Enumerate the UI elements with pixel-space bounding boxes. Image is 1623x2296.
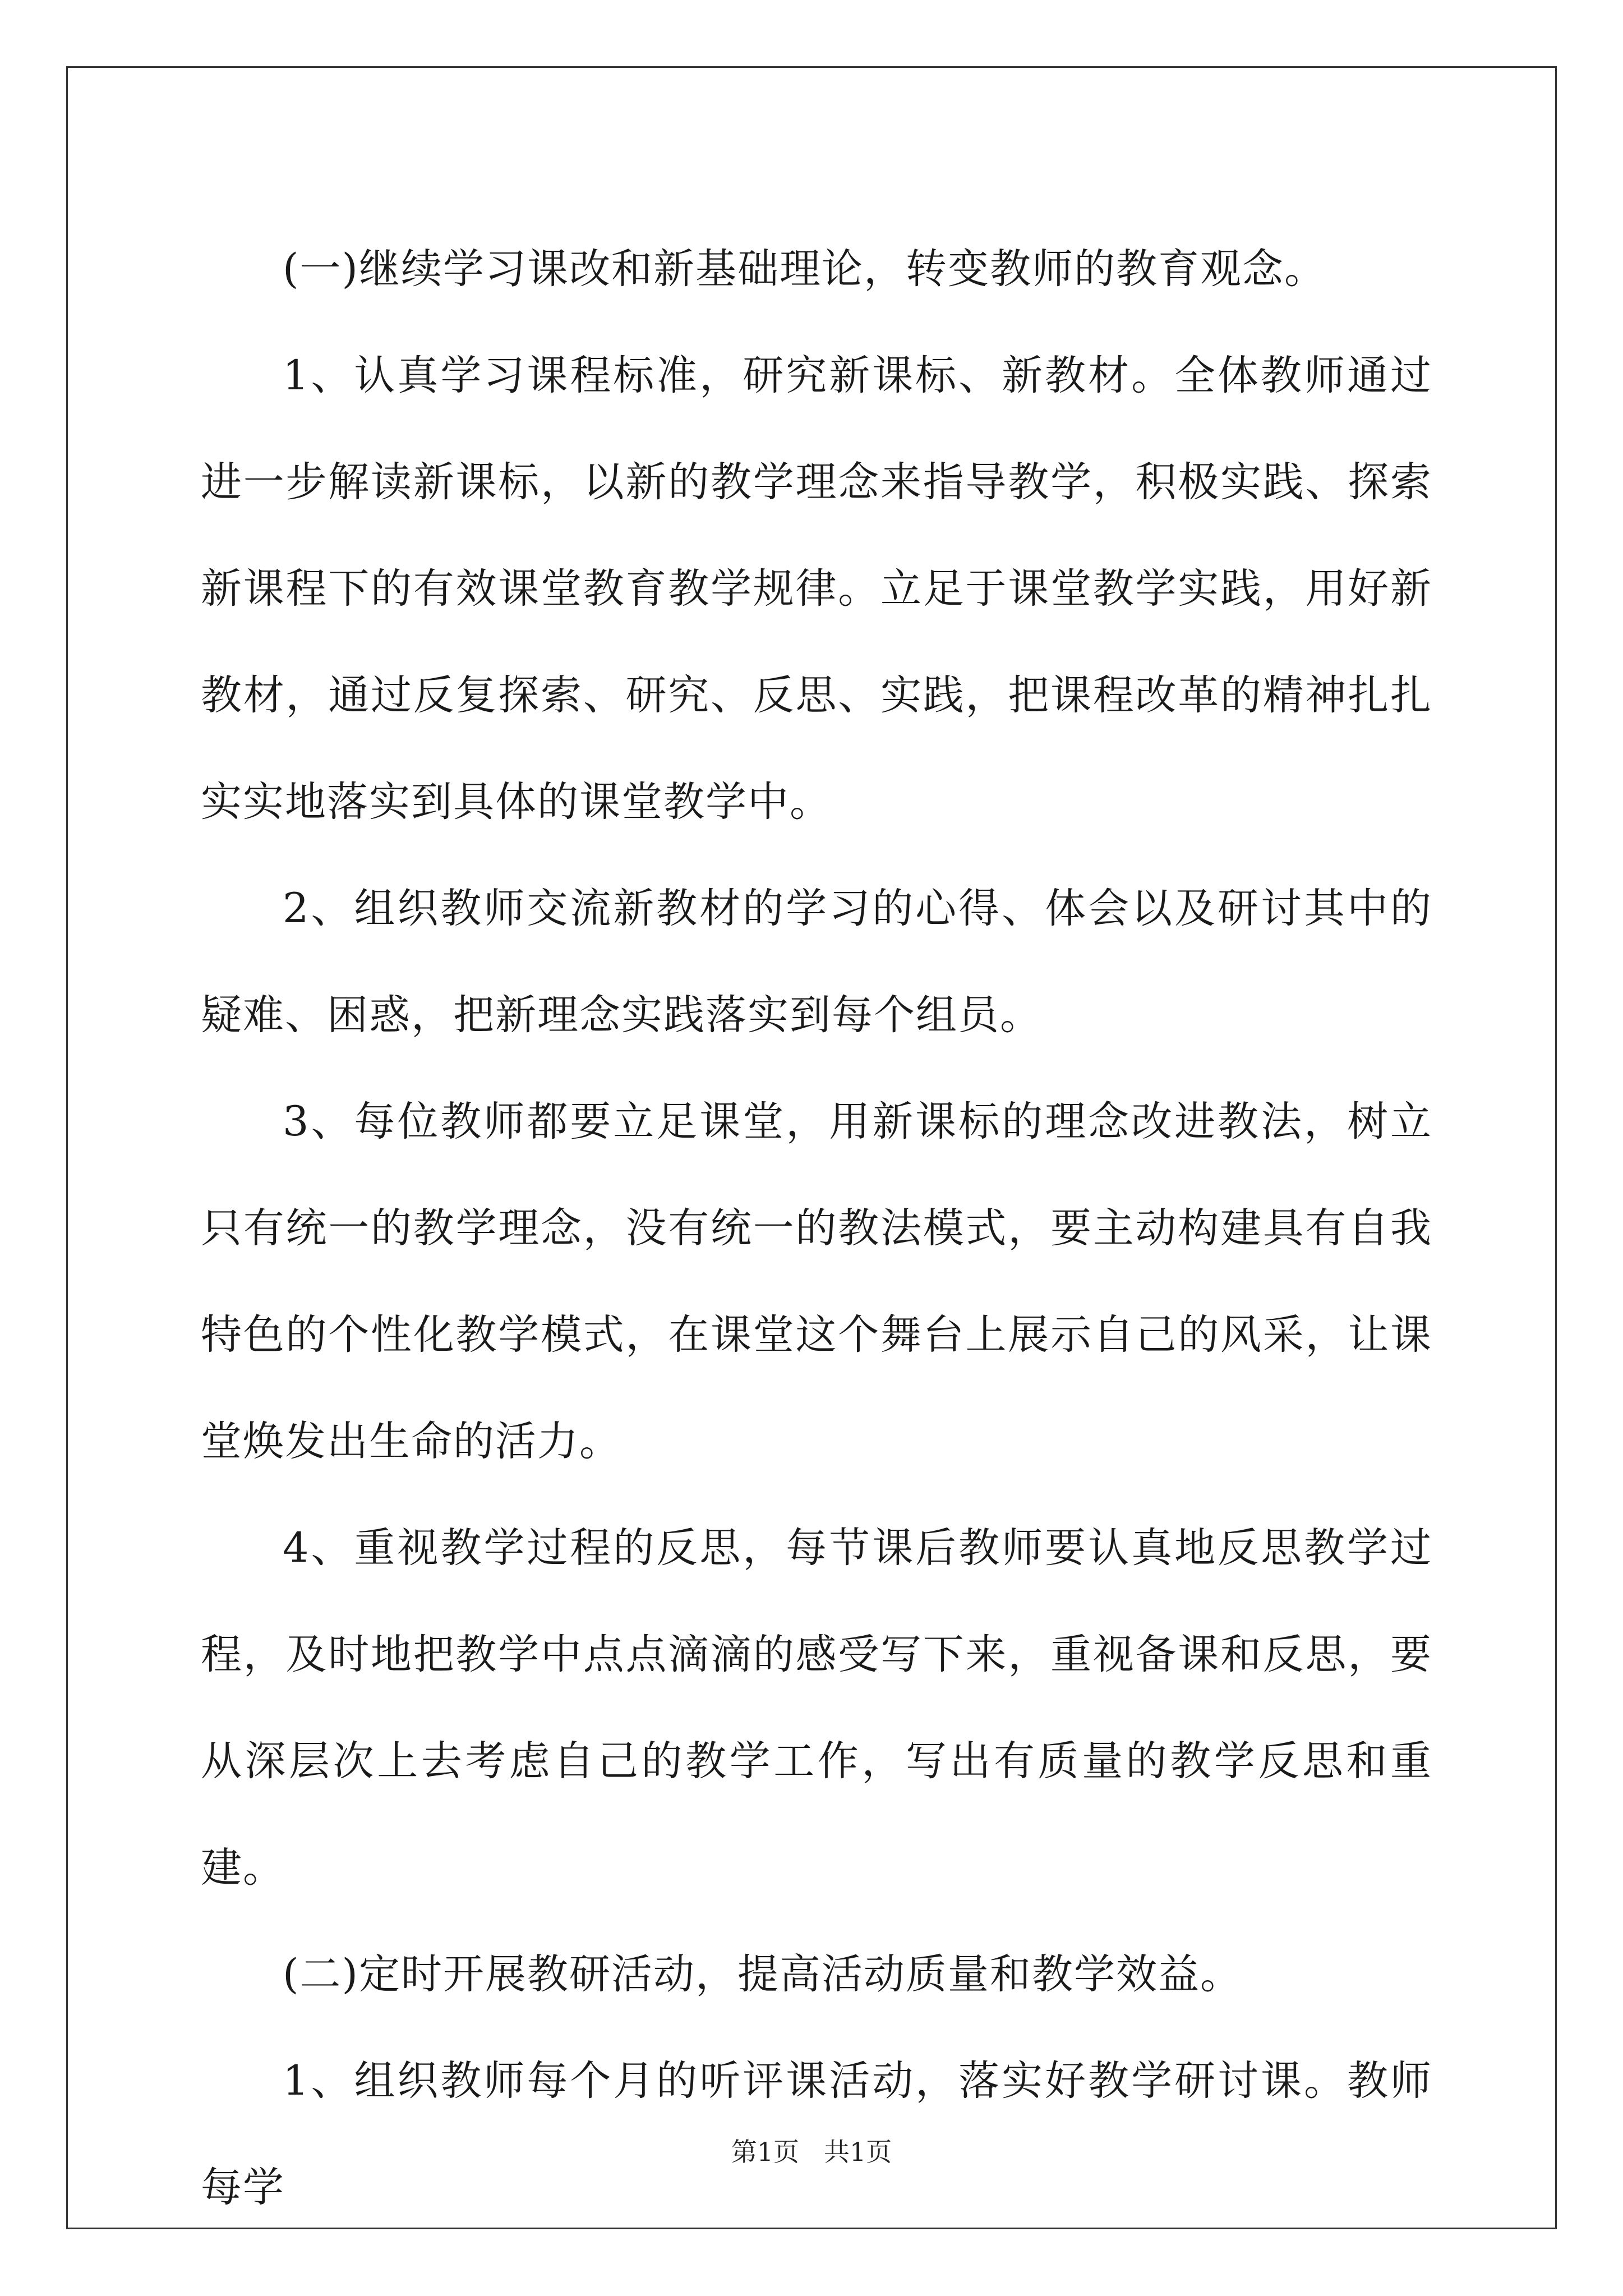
paragraph-item-2: 2、组织教师交流新教材的学习的心得、体会以及研讨其中的疑难、困惑，把新理念实践落实到每个组员。 — [201, 885, 1432, 1039]
page-number: 第1页 — [731, 2137, 800, 2167]
page-total: 共1页 — [823, 2137, 892, 2167]
paragraph-item-1: 1、认真学习课程标准，研究新课标、新教材。全体教师通过进一步解读新课标，以新的教学理念来指导教学，积极实践、探索新课程下的有效课堂教育教学规律。立足于课堂教学实践，用好新教材，通过反复探索、研究、反思、实践，把课程改革的精神扎扎实实地落实到具体的课堂教学中。 — [201, 352, 1432, 826]
page-footer — [0, 2132, 1623, 2169]
document-body — [201, 216, 1432, 2241]
paragraph-section-2-item-1: 1、组织教师每个月的听评课活动，落实好教学研讨课。教师每学 — [201, 2057, 1432, 2211]
paragraph-section-2-heading: (二)定时开展教研活动，提高活动质量和教学效益。 — [283, 1950, 1242, 1998]
paragraph-item-4: 4、重视教学过程的反思，每节课后教师要认真地反思教学过程，及时地把教学中点点滴滴的感受写下来，重视备课和反思，要从深层次上去考虑自己的教学工作，写出有质量的教学反思和重建。 — [201, 1524, 1432, 1892]
paragraph-item-3: 3、每位教师都要立足课堂，用新课标的理念改进教法，树立只有统一的教学理念，没有统一的教法模式，要主动构建具有自我特色的个性化教学模式，在课堂这个舞台上展示自己的风采，让课堂焕发出生命的活力。 — [201, 1098, 1432, 1465]
paragraph-section-1-heading: (一)继续学习课改和新基础理论，转变教师的教育观念。 — [283, 245, 1326, 293]
